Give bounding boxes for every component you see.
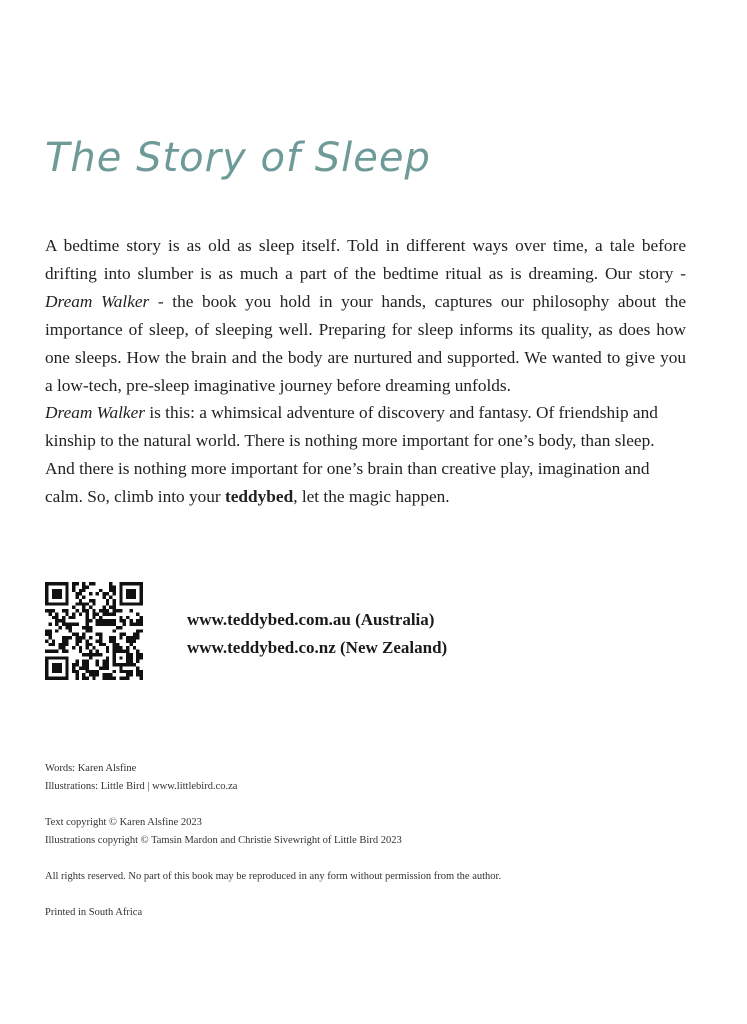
link-australia[interactable]: www.teddybed.com.au (Australia) <box>187 610 435 629</box>
book-title-italic-2: Dream Walker <box>45 403 145 423</box>
illustrations-copyright: Illustrations copyright © Tamsin Mardon and Christie Sivewright of Little Bird 2023 <box>45 835 402 846</box>
intro-paragraph-2-part-d: , let the magic happen. <box>293 487 450 507</box>
text-copyright: Text copyright © Karen Alsfine 2023 <box>45 817 202 828</box>
intro-paragraph-1-part-a: A bedtime story is as old as sleep itself. Told in different ways over time, a tale before drifting into slumber is as much a part of the bedtime ritual as is dreaming. Our story - <box>45 236 686 283</box>
credit-words: Words: Karen Alsfine <box>45 763 137 774</box>
intro-paragraph-1-part-c: - the book you hold in your hands, captures our philosophy about the importance of sleep, of sleeping well. Preparing for sleep informs its quality, as does how one sleeps. How the brain and the body are nurtured and supported. We wanted to give you a low-tech, pre-sleep imaginative journey before dreaming unfolds. <box>45 291 687 395</box>
credits-block <box>45 760 501 922</box>
credit-illustrations: Illustrations: Little Bird | www.littlebird.co.za <box>45 781 238 792</box>
book-title-italic: Dream Walker <box>45 291 150 311</box>
brand-name-bold: teddybed <box>225 487 294 507</box>
link-new-zealand[interactable]: www.teddybed.co.nz (New Zealand) <box>187 638 448 657</box>
intro-paragraph-1 <box>45 232 686 399</box>
website-links <box>187 606 447 662</box>
intro-paragraph-2-part-b: is this: a whimsical adventure of discovery and fantasy. Of friendship and kinship to the natural world. There is nothing more important for one’s body, than sleep. And there is nothing more important for one’s brain than creative play, imagination and calm. So, climb into your <box>45 403 658 507</box>
qr-code-icon <box>45 582 143 680</box>
intro-text <box>45 232 686 511</box>
printed-in: Printed in South Africa <box>45 907 143 918</box>
page-title: The Story of Sleep <box>45 135 431 181</box>
intro-paragraph-2 <box>45 399 686 511</box>
rights-notice: All rights reserved. No part of this book may be reproduced in any form without permission from the author. <box>45 871 502 882</box>
